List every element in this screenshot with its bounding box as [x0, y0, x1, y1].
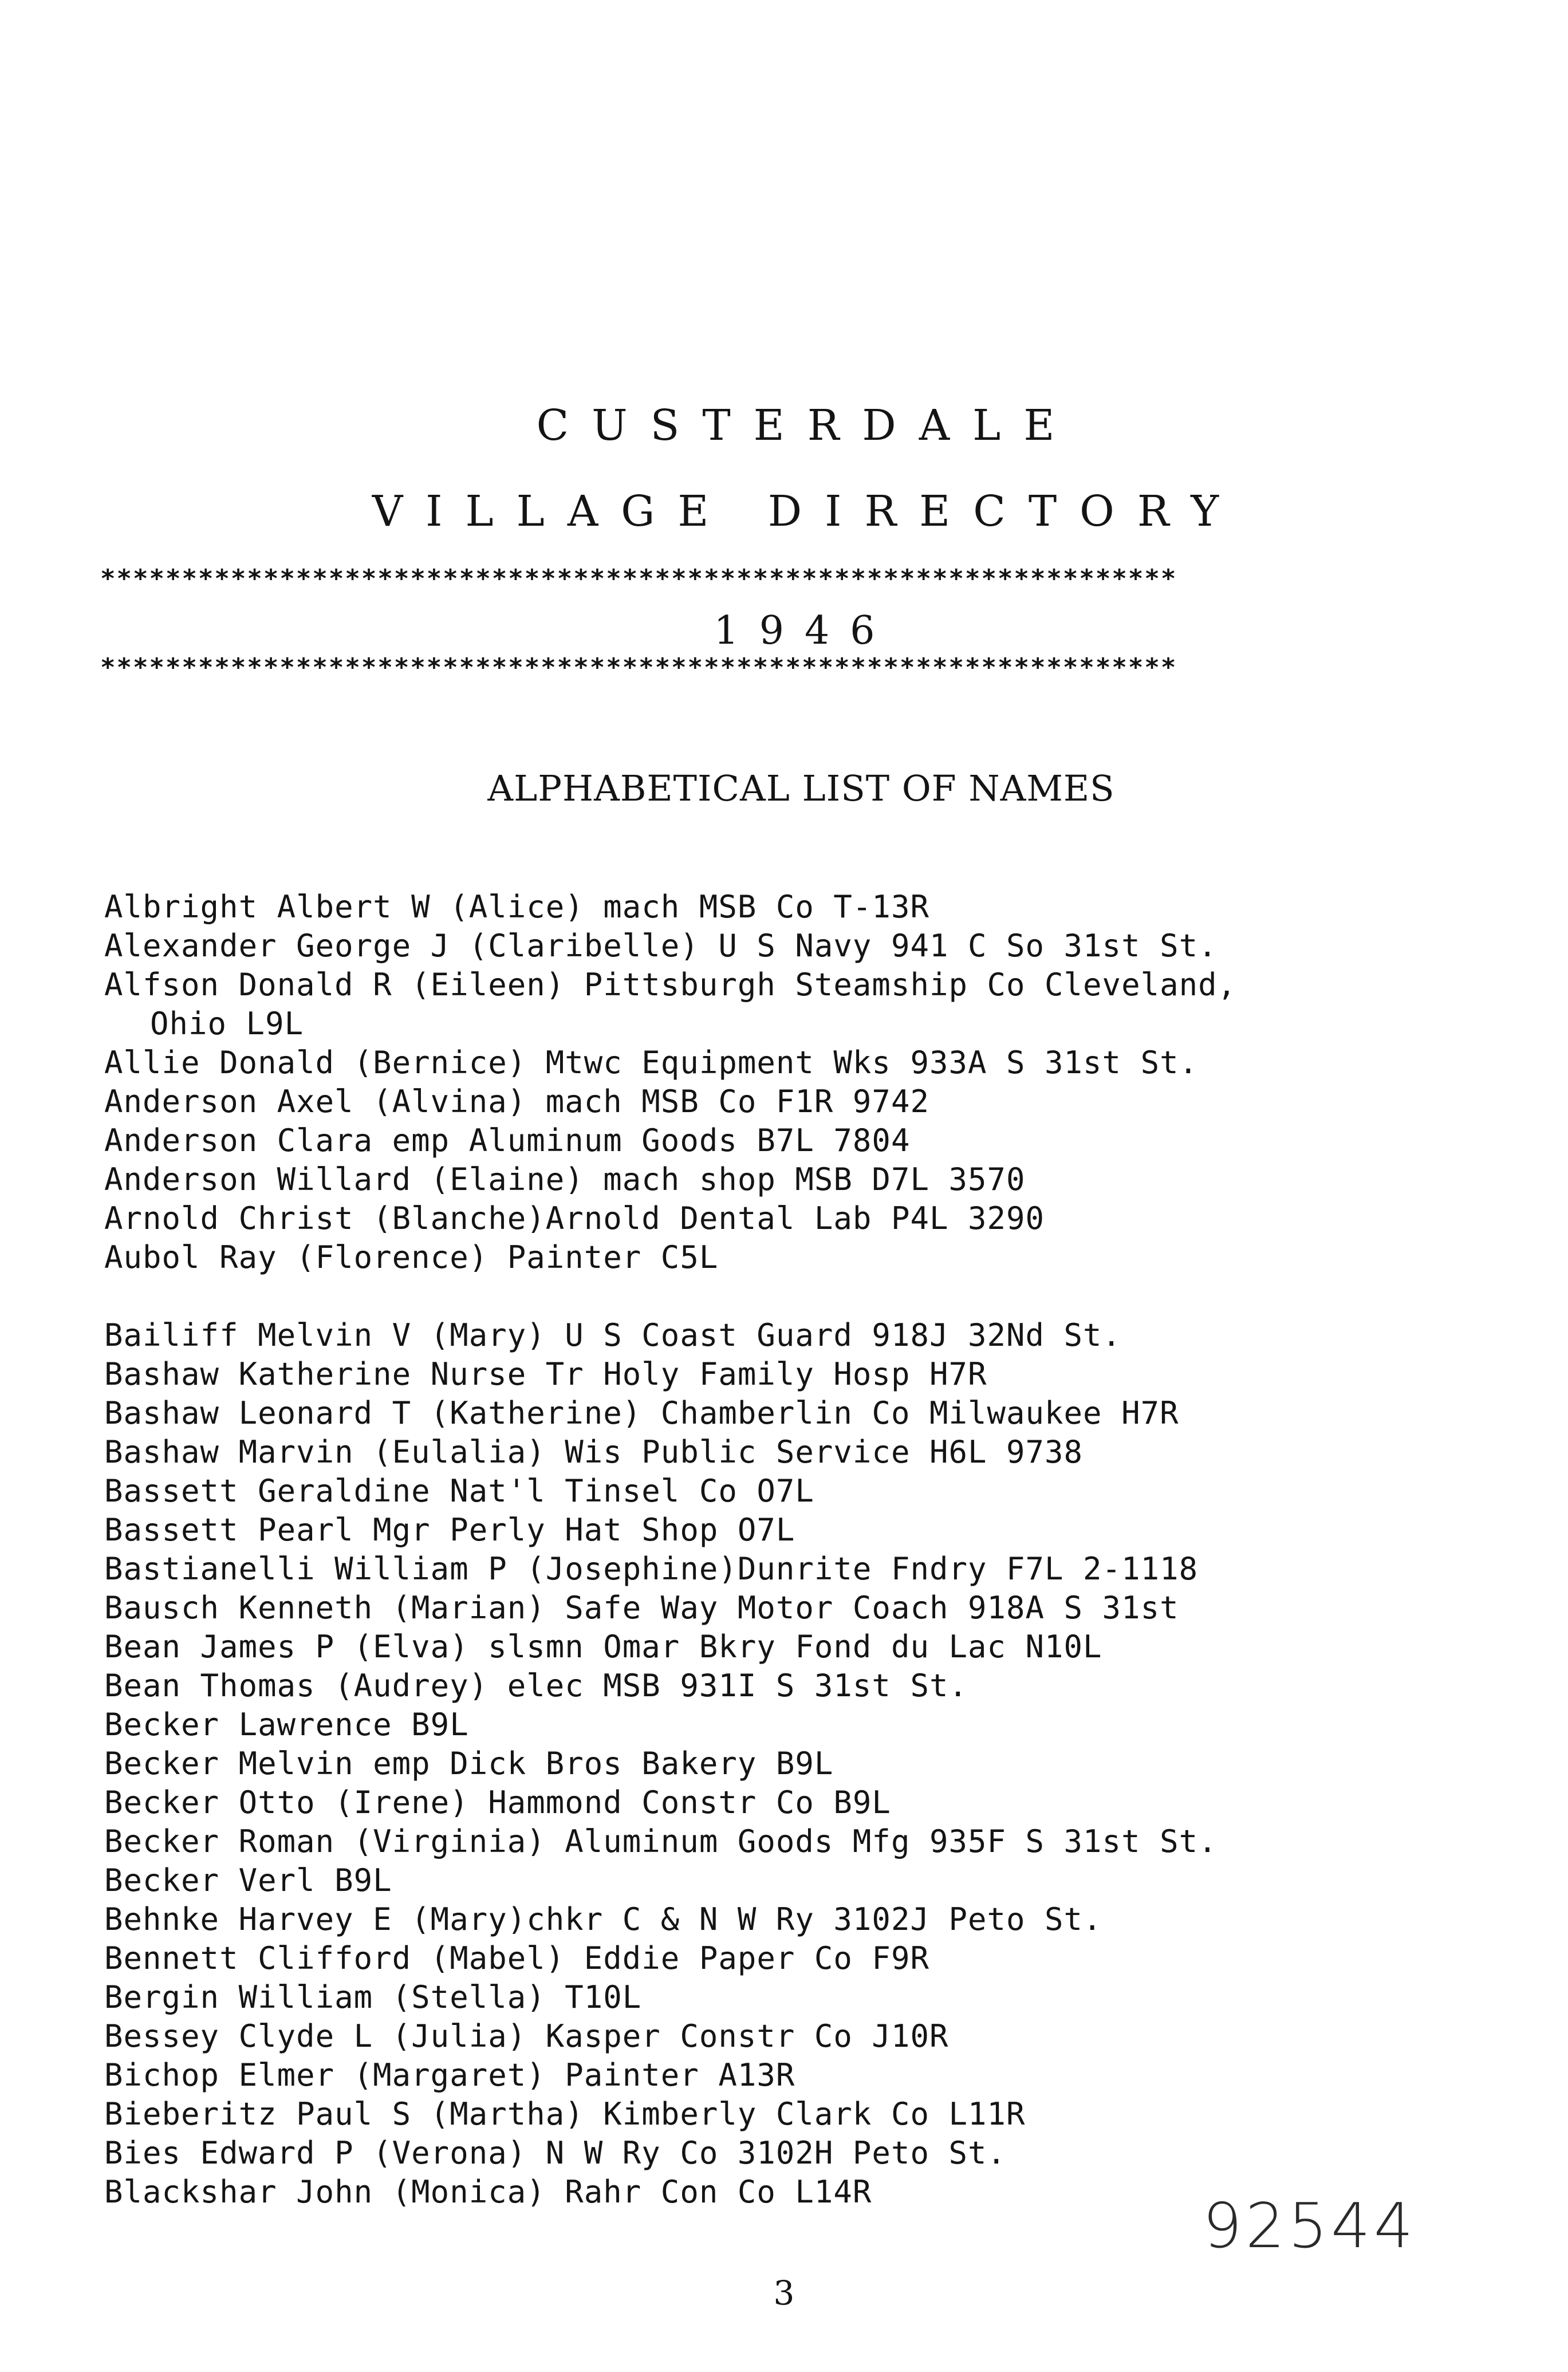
page-number: 3 [773, 2274, 795, 2312]
directory-entry: Becker Verl B9L [104, 1862, 392, 1898]
directory-entry: Bean James P (Elva) slsmn Omar Bkry Fond du Lac N10L [104, 1629, 1102, 1665]
entry-group-b [104, 1316, 1496, 2212]
directory-entry: Bastianelli William P (Josephine)Dunrite Fndry F7L 2-1118 [104, 1551, 1199, 1587]
directory-entry: Bies Edward P (Verona) N W Ry Co 3102H Peto St. [104, 2135, 1007, 2171]
directory-entry: Allie Donald (Bernice) Mtwc Equipment Wks 933A S 31st St. [104, 1045, 1199, 1081]
section-heading: ALPHABETICAL LIST OF NAMES [487, 767, 1115, 809]
directory-entry: Bichop Elmer (Margaret) Painter A13R [104, 2057, 795, 2093]
directory-title-line-1: CUSTERDALE [536, 401, 1078, 450]
directory-entry: Becker Melvin emp Dick Bros Bakery B9L [104, 1745, 834, 1782]
directory-title-line-2: VILLAGE DIRECTORY [372, 487, 1242, 536]
directory-entry: Blackshar John (Monica) Rahr Con Co L14R [104, 2174, 872, 2210]
directory-entry: Bieberitz Paul S (Martha) Kimberly Clark Co L11R [104, 2096, 1026, 2132]
directory-entry: Behnke Harvey E (Mary)chkr C & N W Ry 3102J Peto St. [104, 1901, 1102, 1937]
asterisk-rule-top: ****************************************************************** [100, 564, 1177, 593]
directory-entry: Bashaw Marvin (Eulalia) Wis Public Service H6L 9738 [104, 1434, 1084, 1470]
directory-entry: Arnold Christ (Blanche)Arnold Dental Lab P4L 3290 [104, 1200, 1045, 1236]
entry-group-a [104, 888, 1496, 1277]
directory-entry: Bailiff Melvin V (Mary) U S Coast Guard 918J 32Nd St. [104, 1317, 1122, 1353]
directory-entry: Anderson Willard (Elaine) mach shop MSB D7L 3570 [104, 1161, 1026, 1197]
directory-entry: Anderson Clara emp Aluminum Goods B7L 7804 [104, 1122, 911, 1159]
group-spacer [104, 1277, 1496, 1316]
directory-entry: Bashaw Leonard T (Katherine) Chamberlin Co Milwaukee H7R [104, 1395, 1179, 1431]
directory-entry: Becker Otto (Irene) Hammond Constr Co B9L [104, 1784, 891, 1821]
directory-entry: Bean Thomas (Audrey) elec MSB 931I S 31st St. [104, 1668, 968, 1704]
directory-entry: Becker Roman (Virginia) Aluminum Goods Mfg 935F S 31st St. [104, 1823, 1218, 1859]
directory-entry: Bausch Kenneth (Marian) Safe Way Motor Coach 918A S 31st [104, 1590, 1179, 1626]
directory-entry: Bassett Geraldine Nat'l Tinsel Co O7L [104, 1473, 814, 1509]
directory-entry: Bessey Clyde L (Julia) Kasper Constr Co J10R [104, 2018, 949, 2054]
directory-entry: Anderson Axel (Alvina) mach MSB Co F1R 9742 [104, 1083, 929, 1120]
asterisk-rule-bottom: ****************************************************************** [100, 653, 1177, 682]
directory-entry: Aubol Ray (Florence) Painter C5L [104, 1239, 719, 1275]
directory-year: 1946 [714, 608, 896, 653]
stamped-number: 92544 [1203, 2190, 1417, 2262]
directory-entry: Albright Albert W (Alice) mach MSB Co T-13R [104, 889, 929, 925]
directory-entry: Bashaw Katherine Nurse Tr Holy Family Hosp H7R [104, 1356, 987, 1392]
directory-entry: Bennett Clifford (Mabel) Eddie Paper Co F9R [104, 1940, 929, 1976]
directory-entry: Alfson Donald R (Eileen) Pittsburgh Steamship Co Cleveland, [104, 967, 1237, 1003]
directory-entry: Bergin William (Stella) T10L [104, 1979, 642, 2015]
directory-entry: Becker Lawrence B9L [104, 1707, 469, 1743]
directory-entry: Alexander George J (Claribelle) U S Navy 941 C So 31st St. [104, 928, 1218, 964]
directory-entry: Bassett Pearl Mgr Perly Hat Shop O7L [104, 1512, 795, 1548]
directory-entry-continuation: Ohio L9L [150, 1006, 304, 1042]
name-list [104, 888, 1496, 2212]
